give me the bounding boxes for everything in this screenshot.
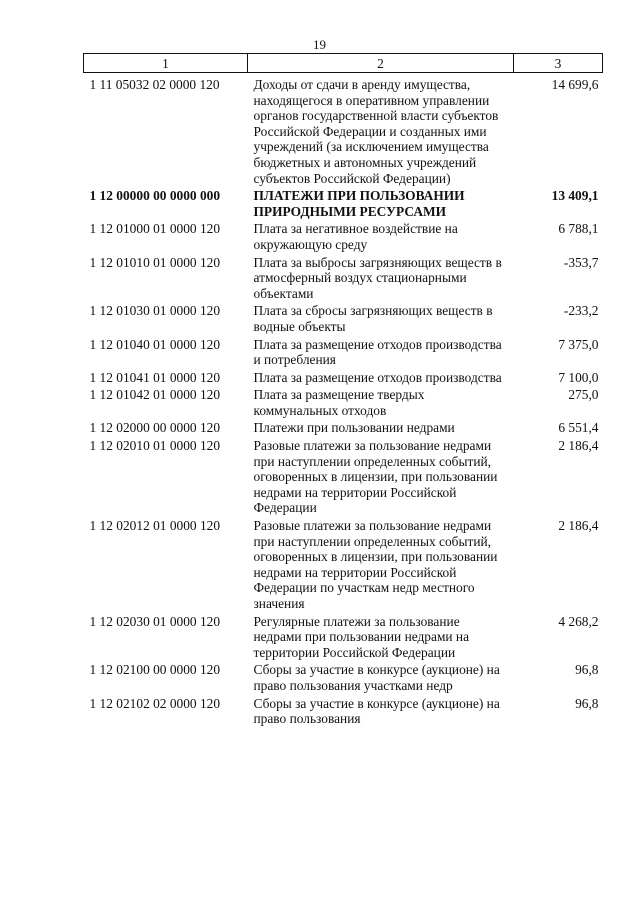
- row-name: Разовые платежи за пользование недрами при наступлении определенных событий, оговоренных в лицензии, при пользовании недрами на территории Российской Федерации по участкам недр местного значения: [253, 518, 498, 611]
- row-code: 1 12 02010 01 0000 120: [89, 438, 221, 454]
- row-name: Плата за сбросы загрязняющих веществ в водные объекты: [253, 303, 493, 334]
- row-name: Сборы за участие в конкурсе (аукционе) на право пользования участками недр: [253, 662, 500, 693]
- row-amount: 96,8: [575, 695, 599, 711]
- table-row: [84, 221, 603, 254]
- table-row: [84, 188, 603, 221]
- row-amount: 14 699,6: [551, 77, 599, 92]
- row-code: 1 11 05032 02 0000 120: [89, 77, 220, 92]
- table-row: [84, 387, 603, 420]
- row-amount: 6 788,1: [558, 221, 599, 237]
- column-header-name: 2: [248, 54, 514, 73]
- row-amount: 7 375,0: [558, 336, 599, 352]
- row-code: 1 12 01040 01 0000 120: [89, 336, 221, 352]
- budget-revenue-table: [83, 53, 603, 729]
- table-row: [84, 255, 603, 304]
- column-header-code: 1: [84, 54, 248, 73]
- row-amount: 6 551,4: [558, 420, 599, 436]
- table-row: [84, 370, 603, 388]
- table-body: [84, 73, 603, 729]
- row-amount: 7 100,0: [558, 369, 599, 385]
- row-name: Платежи при пользовании недрами: [253, 420, 455, 436]
- row-amount: 96,8: [575, 662, 599, 678]
- table-row: [84, 73, 603, 189]
- row-name: Разовые платежи за пользование недрами при наступлении определенных событий, оговоренных в лицензии, при пользовании недрами на территории Российской Федерации: [253, 438, 498, 516]
- row-code: 1 12 01041 01 0000 120: [89, 369, 221, 385]
- table-row: [84, 614, 603, 663]
- row-amount: 2 186,4: [558, 438, 599, 454]
- table-row: [84, 662, 603, 695]
- table-row: [84, 518, 603, 614]
- row-name: Плата за выбросы загрязняющих веществ в атмосферный воздух стационарными объектами: [253, 254, 502, 301]
- row-name: Доходы от сдачи в аренду имущества, находящегося в оперативном управлении органов государственной власти субъектов Российской Федерации и созданных ими учреждений (за исключением имущества бюджетных и автономных учреждений субъектов Российской Федерации): [253, 77, 499, 186]
- row-code: 1 12 01042 01 0000 120: [89, 387, 221, 403]
- row-code: 1 12 02030 01 0000 120: [89, 613, 221, 629]
- row-name: Плата за негативное воздействие на окружающую среду: [253, 221, 458, 252]
- row-amount: 13 409,1: [551, 188, 599, 204]
- row-name: Плата за размещение твердых коммунальных отходов: [253, 387, 425, 418]
- row-code: 1 12 02000 00 0000 120: [89, 420, 221, 436]
- table-header: [84, 54, 603, 73]
- row-code: 1 12 02100 00 0000 120: [89, 662, 221, 678]
- table-row: [84, 696, 603, 729]
- row-code: 1 12 01030 01 0000 120: [89, 303, 221, 319]
- row-name: Регулярные платежи за пользование недрами при пользовании недрами на территории Российской Федерации: [253, 613, 470, 660]
- row-code: 1 12 01000 01 0000 120: [89, 221, 221, 237]
- row-name: Плата за размещение отходов производства и потребления: [253, 336, 502, 368]
- row-code: 1 12 01010 01 0000 120: [89, 254, 221, 270]
- row-amount: 275,0: [568, 387, 599, 403]
- row-name: Сборы за участие в конкурсе (аукционе) на право пользования: [253, 695, 500, 727]
- row-amount: 4 268,2: [558, 613, 599, 629]
- row-code: 1 12 02102 02 0000 120: [89, 695, 221, 711]
- table-header-row: [84, 54, 603, 73]
- table-row: [84, 420, 603, 438]
- row-code: 1 12 00000 00 0000 000: [89, 188, 221, 204]
- table-row: [84, 337, 603, 370]
- table-row: [84, 303, 603, 336]
- table-row: [84, 438, 603, 518]
- row-name: Плата за размещение отходов производства: [253, 369, 502, 385]
- row-amount: 2 186,4: [558, 518, 599, 534]
- row-amount: -353,7: [563, 254, 599, 270]
- page-number: 19: [313, 37, 326, 52]
- row-name: ПЛАТЕЖИ ПРИ ПОЛЬЗОВАНИИ ПРИРОДНЫМИ РЕСУРСАМИ: [253, 188, 465, 219]
- row-code: 1 12 02012 01 0000 120: [89, 518, 221, 534]
- column-header-amount: 3: [514, 54, 603, 73]
- row-amount: -233,2: [563, 303, 599, 319]
